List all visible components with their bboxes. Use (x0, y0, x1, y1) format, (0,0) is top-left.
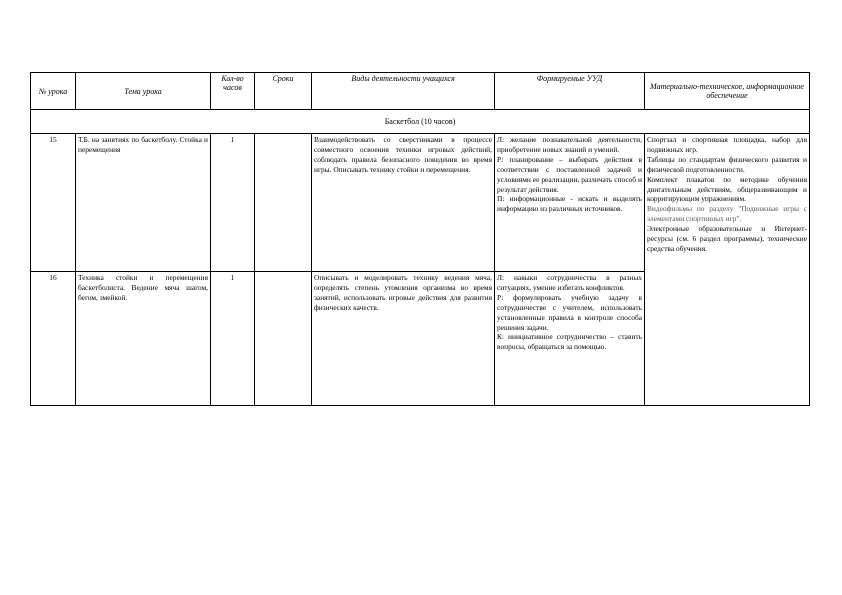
materials-item: Видеофильмы по разделу "Подвижные игры с элементами спортивных игр". (647, 204, 807, 224)
lesson-dates (255, 134, 312, 272)
uud-communicative: К: инициативное сотрудничество – ставить вопросы, обращаться за помощью. (497, 332, 642, 352)
header-lesson-number: № урока (31, 73, 76, 110)
uud-cognitive: П: информационные - искать и выделять информацию из различных источников. (497, 194, 642, 214)
materials-item: Комплект плакатов по методике обучения двигательным действиям, общеразвивающим и корригирующим упражнениям. (647, 174, 807, 204)
lesson-activities: Описывать и моделировать технику ведения мяча, определять степень утомления организма во время занятий, использовать игровые действия для развития физических качеств. (312, 272, 495, 406)
lesson-hours: 1 (211, 134, 255, 272)
header-activities: Виды деятельности учащихся (312, 73, 495, 110)
header-uud: Формируемые УУД (495, 73, 645, 110)
materials-item: Электронные образовательные и Интернет-ресурсы (см. 6 раздел программы), технические средства обучения. (647, 224, 807, 253)
section-title: Баскетбол (10 часов) (31, 110, 810, 134)
lesson-uud (495, 134, 645, 272)
lesson-activities: Взаимодействовать со сверстниками в процессе совместного освоения техники игровых действий, соблюдать правила безопасного поведения во время игры. Описывать технику стойки и перемещения. (312, 134, 495, 272)
lesson-hours: 1 (211, 272, 255, 406)
table-header-row (31, 73, 810, 110)
lesson-uud (495, 272, 645, 406)
lesson-topic: Т.Б. на занятиях по баскетболу. Стойка и перемещения (76, 134, 211, 272)
materials-cell (645, 134, 810, 406)
uud-personal: Л: навыки сотрудничества в разных ситуациях, умение избегать конфликтов. (497, 273, 642, 292)
uud-regulatory: Р: планирование – выбирать действия в соответствии с поставленной задачей и условиями ее реализации, различать способ и результат действия. (497, 154, 642, 194)
uud-personal: Л: желание познавательной деятельности, приобретение новых знаний и умений. (497, 135, 642, 154)
header-dates: Сроки (255, 73, 312, 110)
materials-item: Таблицы по стандартам физического развития и физической подготовленности. (647, 154, 807, 174)
lesson-dates (255, 272, 312, 406)
table-row (31, 134, 810, 272)
lesson-topic: Техника стойки и перемещения баскетболиста. Ведение мяча шагом, бегом, змейкой. (76, 272, 211, 406)
header-lesson-topic: Тема урока (76, 73, 211, 110)
lesson-number: 15 (31, 134, 76, 272)
lesson-number: 16 (31, 272, 76, 406)
materials-item: Спортзал и спортивная площадка, набор для подвижных игр. (647, 135, 807, 154)
uud-regulatory: Р: формулировать учебную задачу в сотрудничестве с учителем, использовать установленные правила в контроле способа решения задачи. (497, 292, 642, 332)
header-materials: Материально-техническое, информационное обеспечение (645, 73, 810, 110)
lesson-plan-table (30, 72, 810, 406)
section-row (31, 110, 810, 134)
header-hours: Кол-во часов (211, 73, 255, 110)
